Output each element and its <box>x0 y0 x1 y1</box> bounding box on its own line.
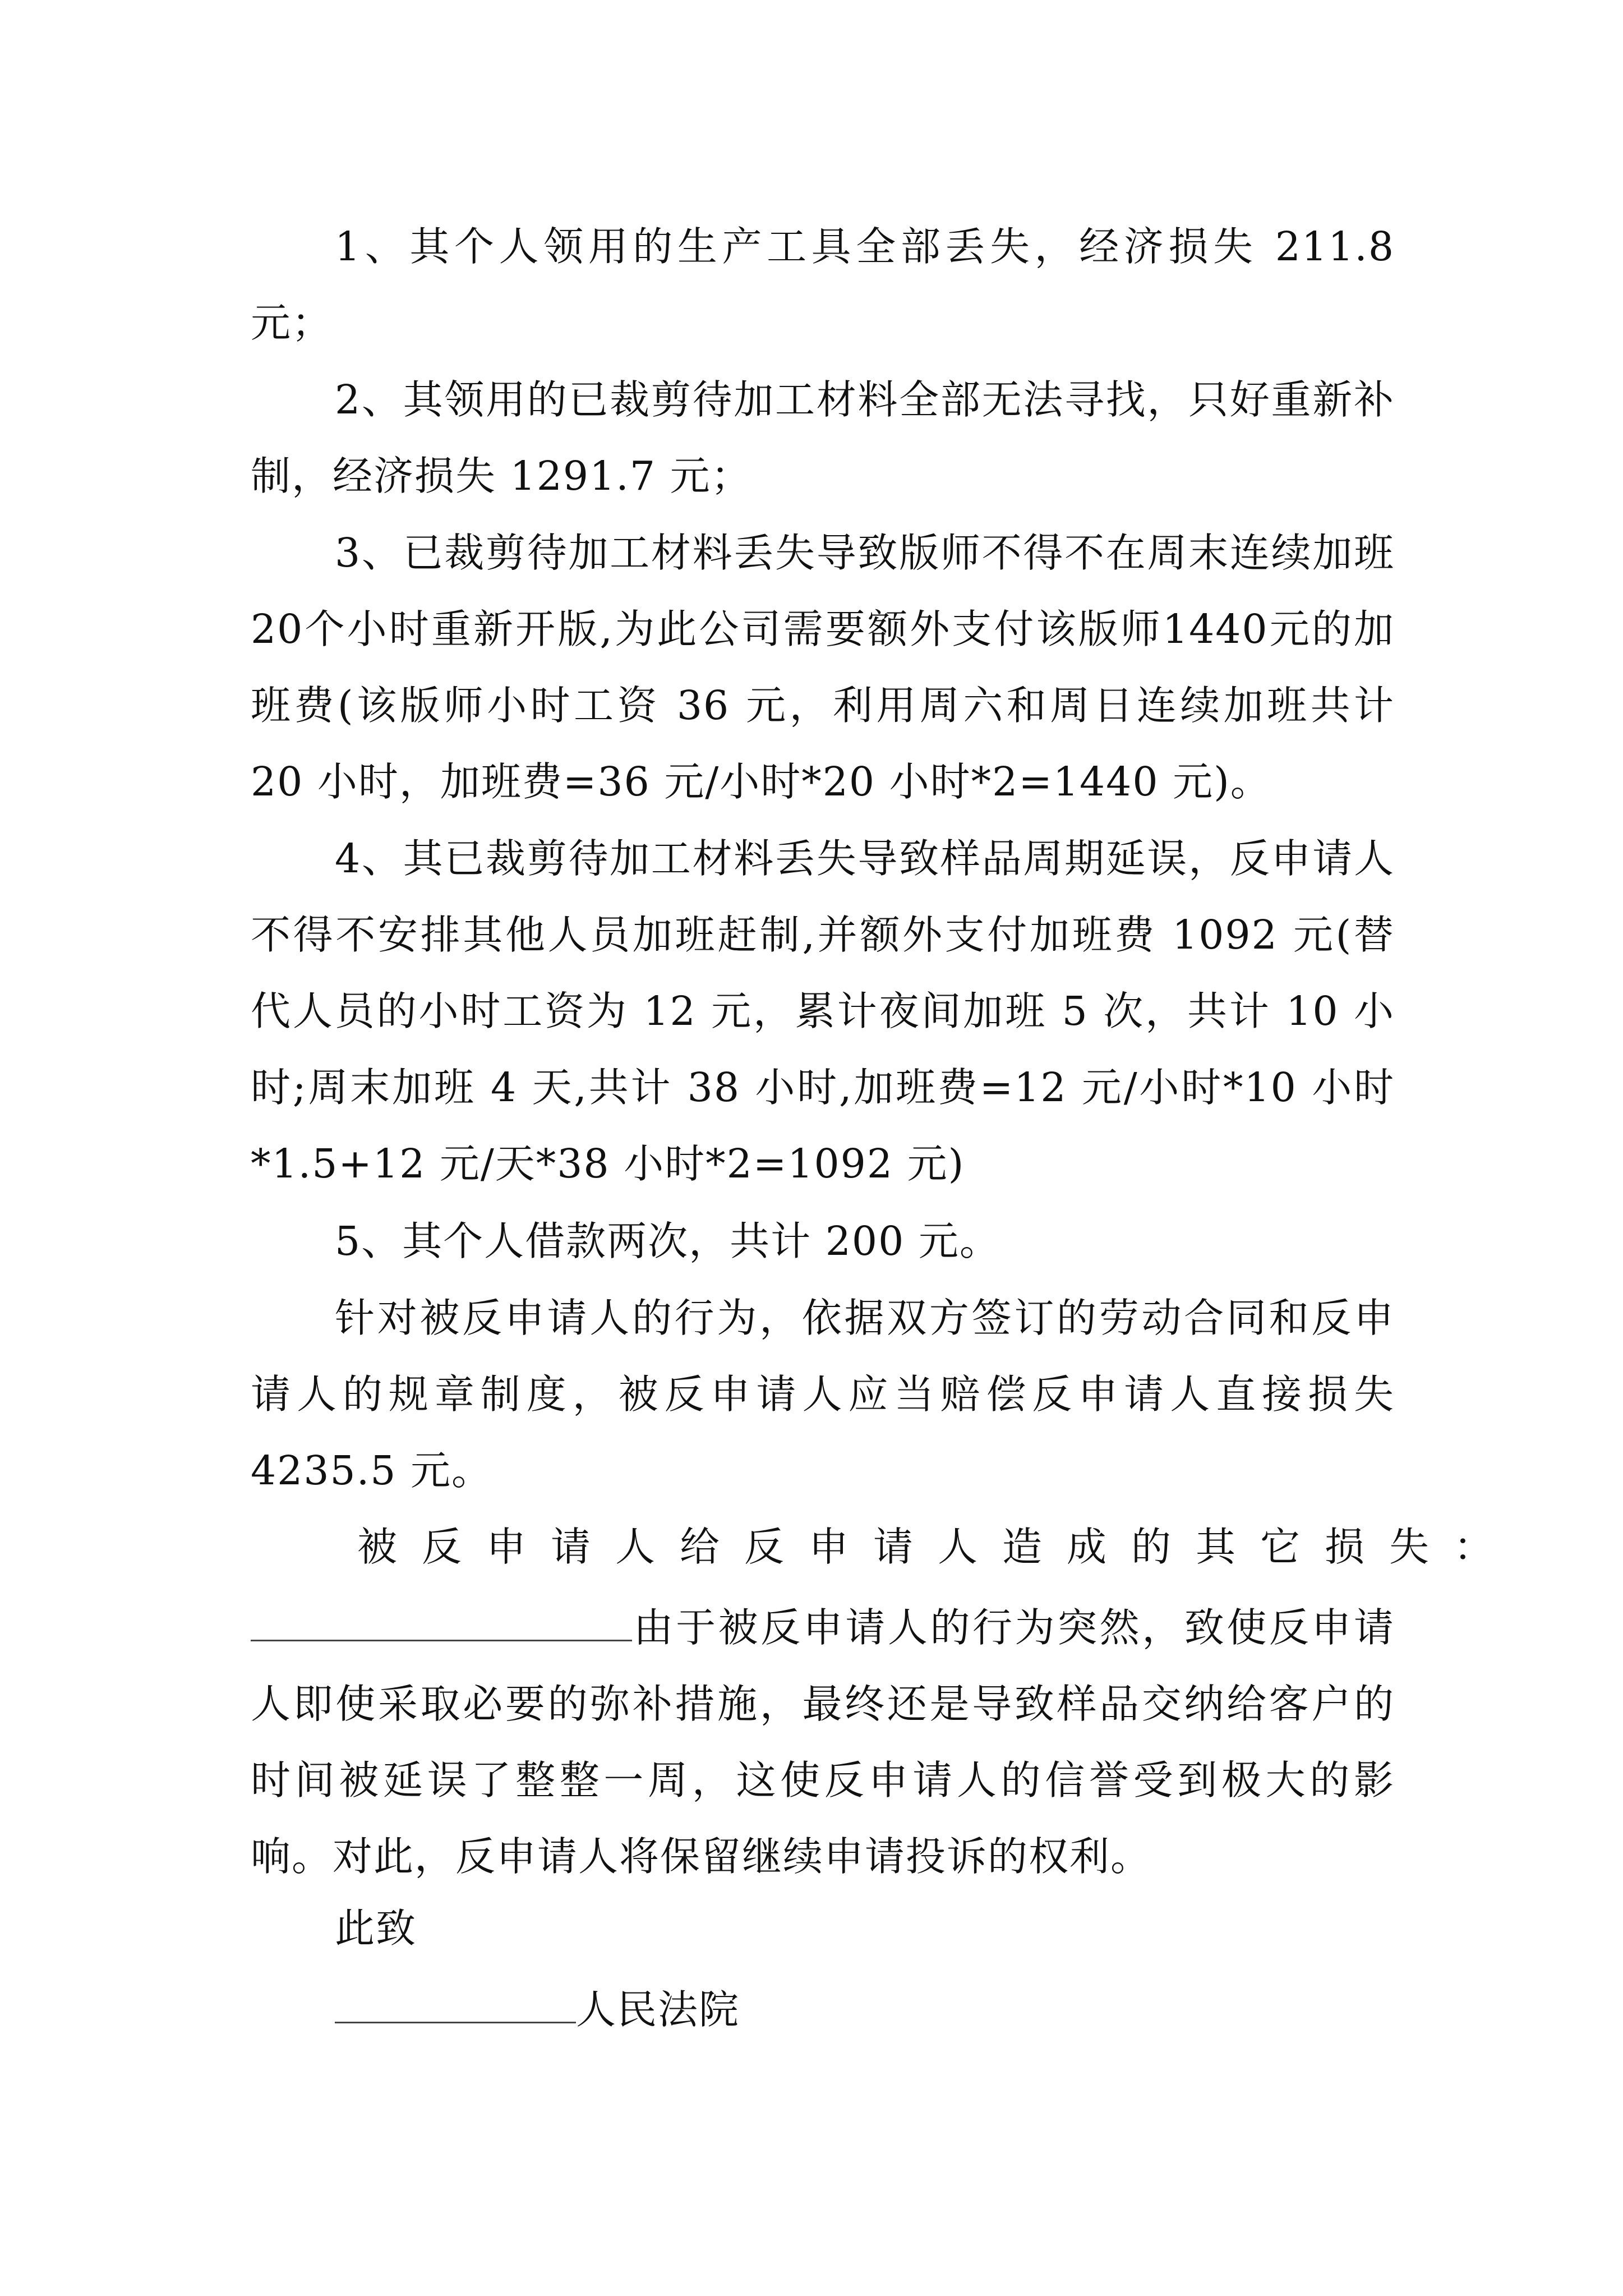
loss-item-4: 4、其已裁剪待加工材料丢失导致样品周期延误，反申请人不得不安排其他人员加班赶制,并额外支付加班费 1092 元(替代人员的小时工资为 12 元，累计夜间加班 5 次，共计 10 小时;周末加班 4 天,共计 38 小时,加班费=12 元/小时*10 小时*1.5+12 元/天*38 小时*2=1092 元) <box>251 835 1395 1187</box>
court-line <box>251 1968 1395 2048</box>
court-name-blank <box>335 1968 576 2023</box>
loss-item-3: 3、已裁剪待加工材料丢失导致版师不得不在周末连续加班20个小时重新开版,为此公司需要额外支付该版师1440元的加班费(该版师小时工资 36 元，利用周六和周日连续加班共计 20 小时，加班费=36 元/小时*20 小时*2=1440 元)。 <box>251 530 1395 805</box>
other-loss-text: 由于被反申请人的行为突然，致使反申请人即使采取必要的弥补措施，最终还是导致样品交纳给客户的时间被延误了整整一周，这使反申请人的信誉受到极大的影响。对此，反申请人将保留继续申请投诉的权利。 <box>251 1604 1395 1880</box>
other-loss-heading: 被反申请人给反申请人造成的其它损失： <box>357 1524 1519 1570</box>
other-loss-paragraph <box>251 1586 1395 1895</box>
fill-in-blank <box>251 1586 632 1641</box>
loss-item-5: 5、其个人借款两次，共计 200 元。 <box>335 1218 1000 1264</box>
loss-item-1: 1、其个人领用的生产工具全部丢失，经济损失 211.8 元； <box>251 223 1395 346</box>
compensation-conclusion: 针对被反申请人的行为，依据双方签订的劳动合同和反申请人的规章制度，被反申请人应当赔偿反申请人直接损失 4235.5 元。 <box>251 1295 1395 1494</box>
loss-item-2: 2、其领用的已裁剪待加工材料全部无法寻找，只好重新补制，经济损失 1291.7 元； <box>251 376 1395 499</box>
court-suffix: 人民法院 <box>576 1986 740 2033</box>
salutation: 此致 <box>335 1905 417 1952</box>
